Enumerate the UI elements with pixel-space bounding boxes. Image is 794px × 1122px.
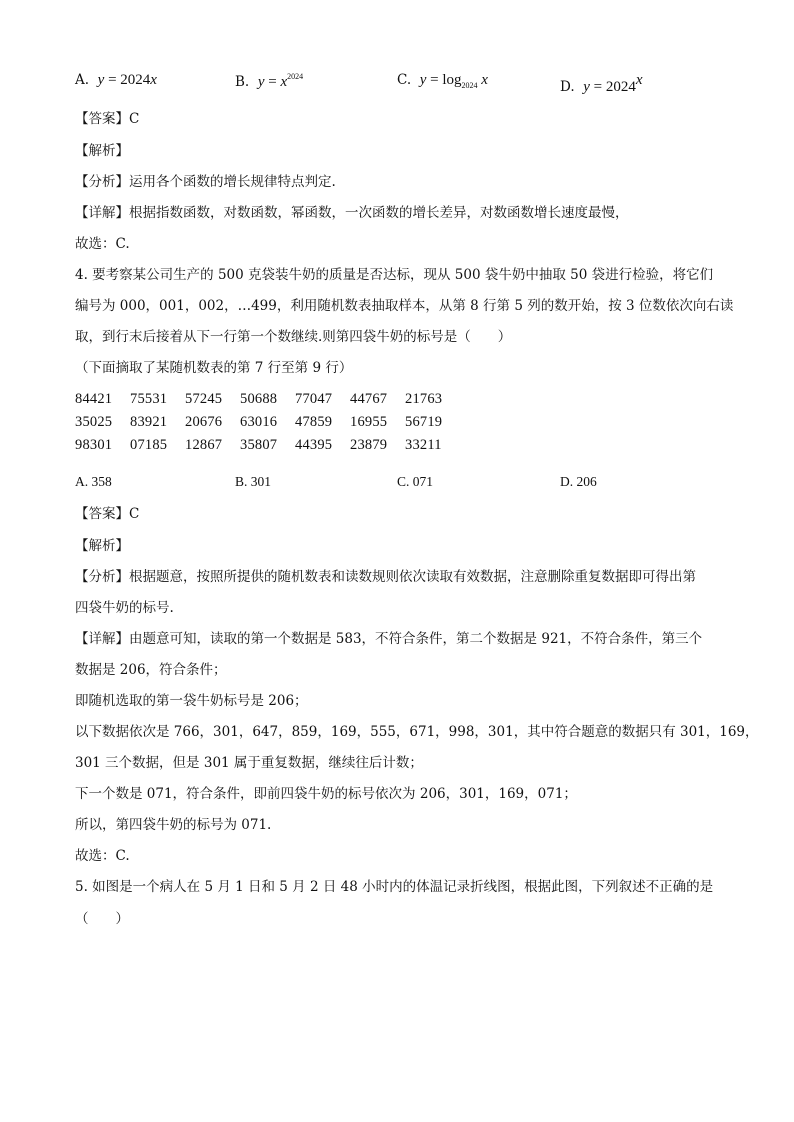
q3-analysis: 【分析】运用各个函数的增长规律特点判定. (75, 174, 336, 190)
random-table-row-7: 84421 75531 57245 50688 77047 44767 21763 (75, 391, 443, 407)
q4-detail-line-6: 下一个数是 071，符合条件，即前四袋牛奶的标号依次为 206，301，169，071； (75, 786, 577, 802)
q4-option-c: C. 071 (397, 474, 434, 489)
q4-stem-line-1: 4. 要考察某公司生产的 500 克袋装牛奶的质量是否达标，现从 500 袋牛奶中抽取 50 袋进行检验，将它们 (75, 267, 714, 283)
q4-note: （下面摘取了某随机数表的第 7 行至第 9 行） (75, 360, 353, 376)
q4-detail-line-5: 301 三个数据，但是 301 属于重复数据，继续往后计数； (75, 755, 423, 771)
q3-option-d: D. $y = 2024^x$ (560, 72, 643, 95)
random-table-row-8: 35025 83921 20676 63016 47859 16955 56719 (75, 414, 443, 430)
q3-option-c: C. $y = \log_{2024} x$ (397, 72, 488, 90)
q3-option-b: B. $y = x^{2024}$ (235, 72, 304, 90)
q4-detail-line-1: 【详解】由题意可知，读取的第一个数据是 583，不符合条件，第二个数据是 921，不符合条件，第三个 (75, 631, 703, 647)
q4-option-a: A. 358 (75, 474, 112, 489)
q4-answer: 【答案】C (75, 506, 140, 522)
q4-detail-line-2: 数据是 206，符合条件； (75, 662, 227, 678)
q3-analysis-header: 【解析】 (75, 143, 129, 159)
q4-option-d: D. 206 (560, 474, 597, 489)
q3-options (75, 72, 735, 94)
q4-detail-line-3: 即随机选取的第一袋牛奶标号是 206； (75, 693, 308, 709)
q4-detail-line-7: 所以，第四袋牛奶的标号为 071. (75, 817, 272, 833)
q4-stem-line-2: 编号为 000，001，002，…499，利用随机数表抽取样本，从第 8 行第 5 列的数开始，按 3 位数依次向右读 (75, 298, 734, 314)
q5-stem-line-2: （ ） (75, 911, 129, 927)
q3-conclusion: 故选：C. (75, 236, 130, 252)
q4-stem-line-3: 取，到行末后接着从下一行第一个数继续.则第四袋牛奶的标号是（ ） (75, 329, 512, 345)
q4-option-b: B. 301 (235, 474, 272, 489)
q4-options (75, 474, 735, 492)
q3-answer: 【答案】C (75, 111, 140, 127)
q4-detail-line-4: 以下数据依次是 766，301，647，859，169，555，671，998，301，其中符合题意的数据只有 301，169， (75, 724, 759, 740)
q5-stem-line-1: 5. 如图是一个病人在 5 月 1 日和 5 月 2 日 48 小时内的体温记录折线图，根据此图，下列叙述不正确的是 (75, 879, 714, 895)
random-table-row-9: 98301 07185 12867 35807 44395 23879 33211 (75, 437, 442, 453)
q4-conclusion: 故选：C. (75, 848, 130, 864)
q3-option-a: A. y = 2024x (75, 72, 157, 88)
q4-analysis-line-1: 【分析】根据题意，按照所提供的随机数表和读数规则依次读取有效数据，注意删除重复数据即可得出第 (75, 569, 696, 585)
q4-analysis-line-2: 四袋牛奶的标号. (75, 600, 174, 616)
q3-detail: 【详解】根据指数函数，对数函数，幂函数，一次函数的增长差异，对数函数增长速度最慢， (75, 205, 629, 221)
q4-analysis-header: 【解析】 (75, 538, 129, 554)
